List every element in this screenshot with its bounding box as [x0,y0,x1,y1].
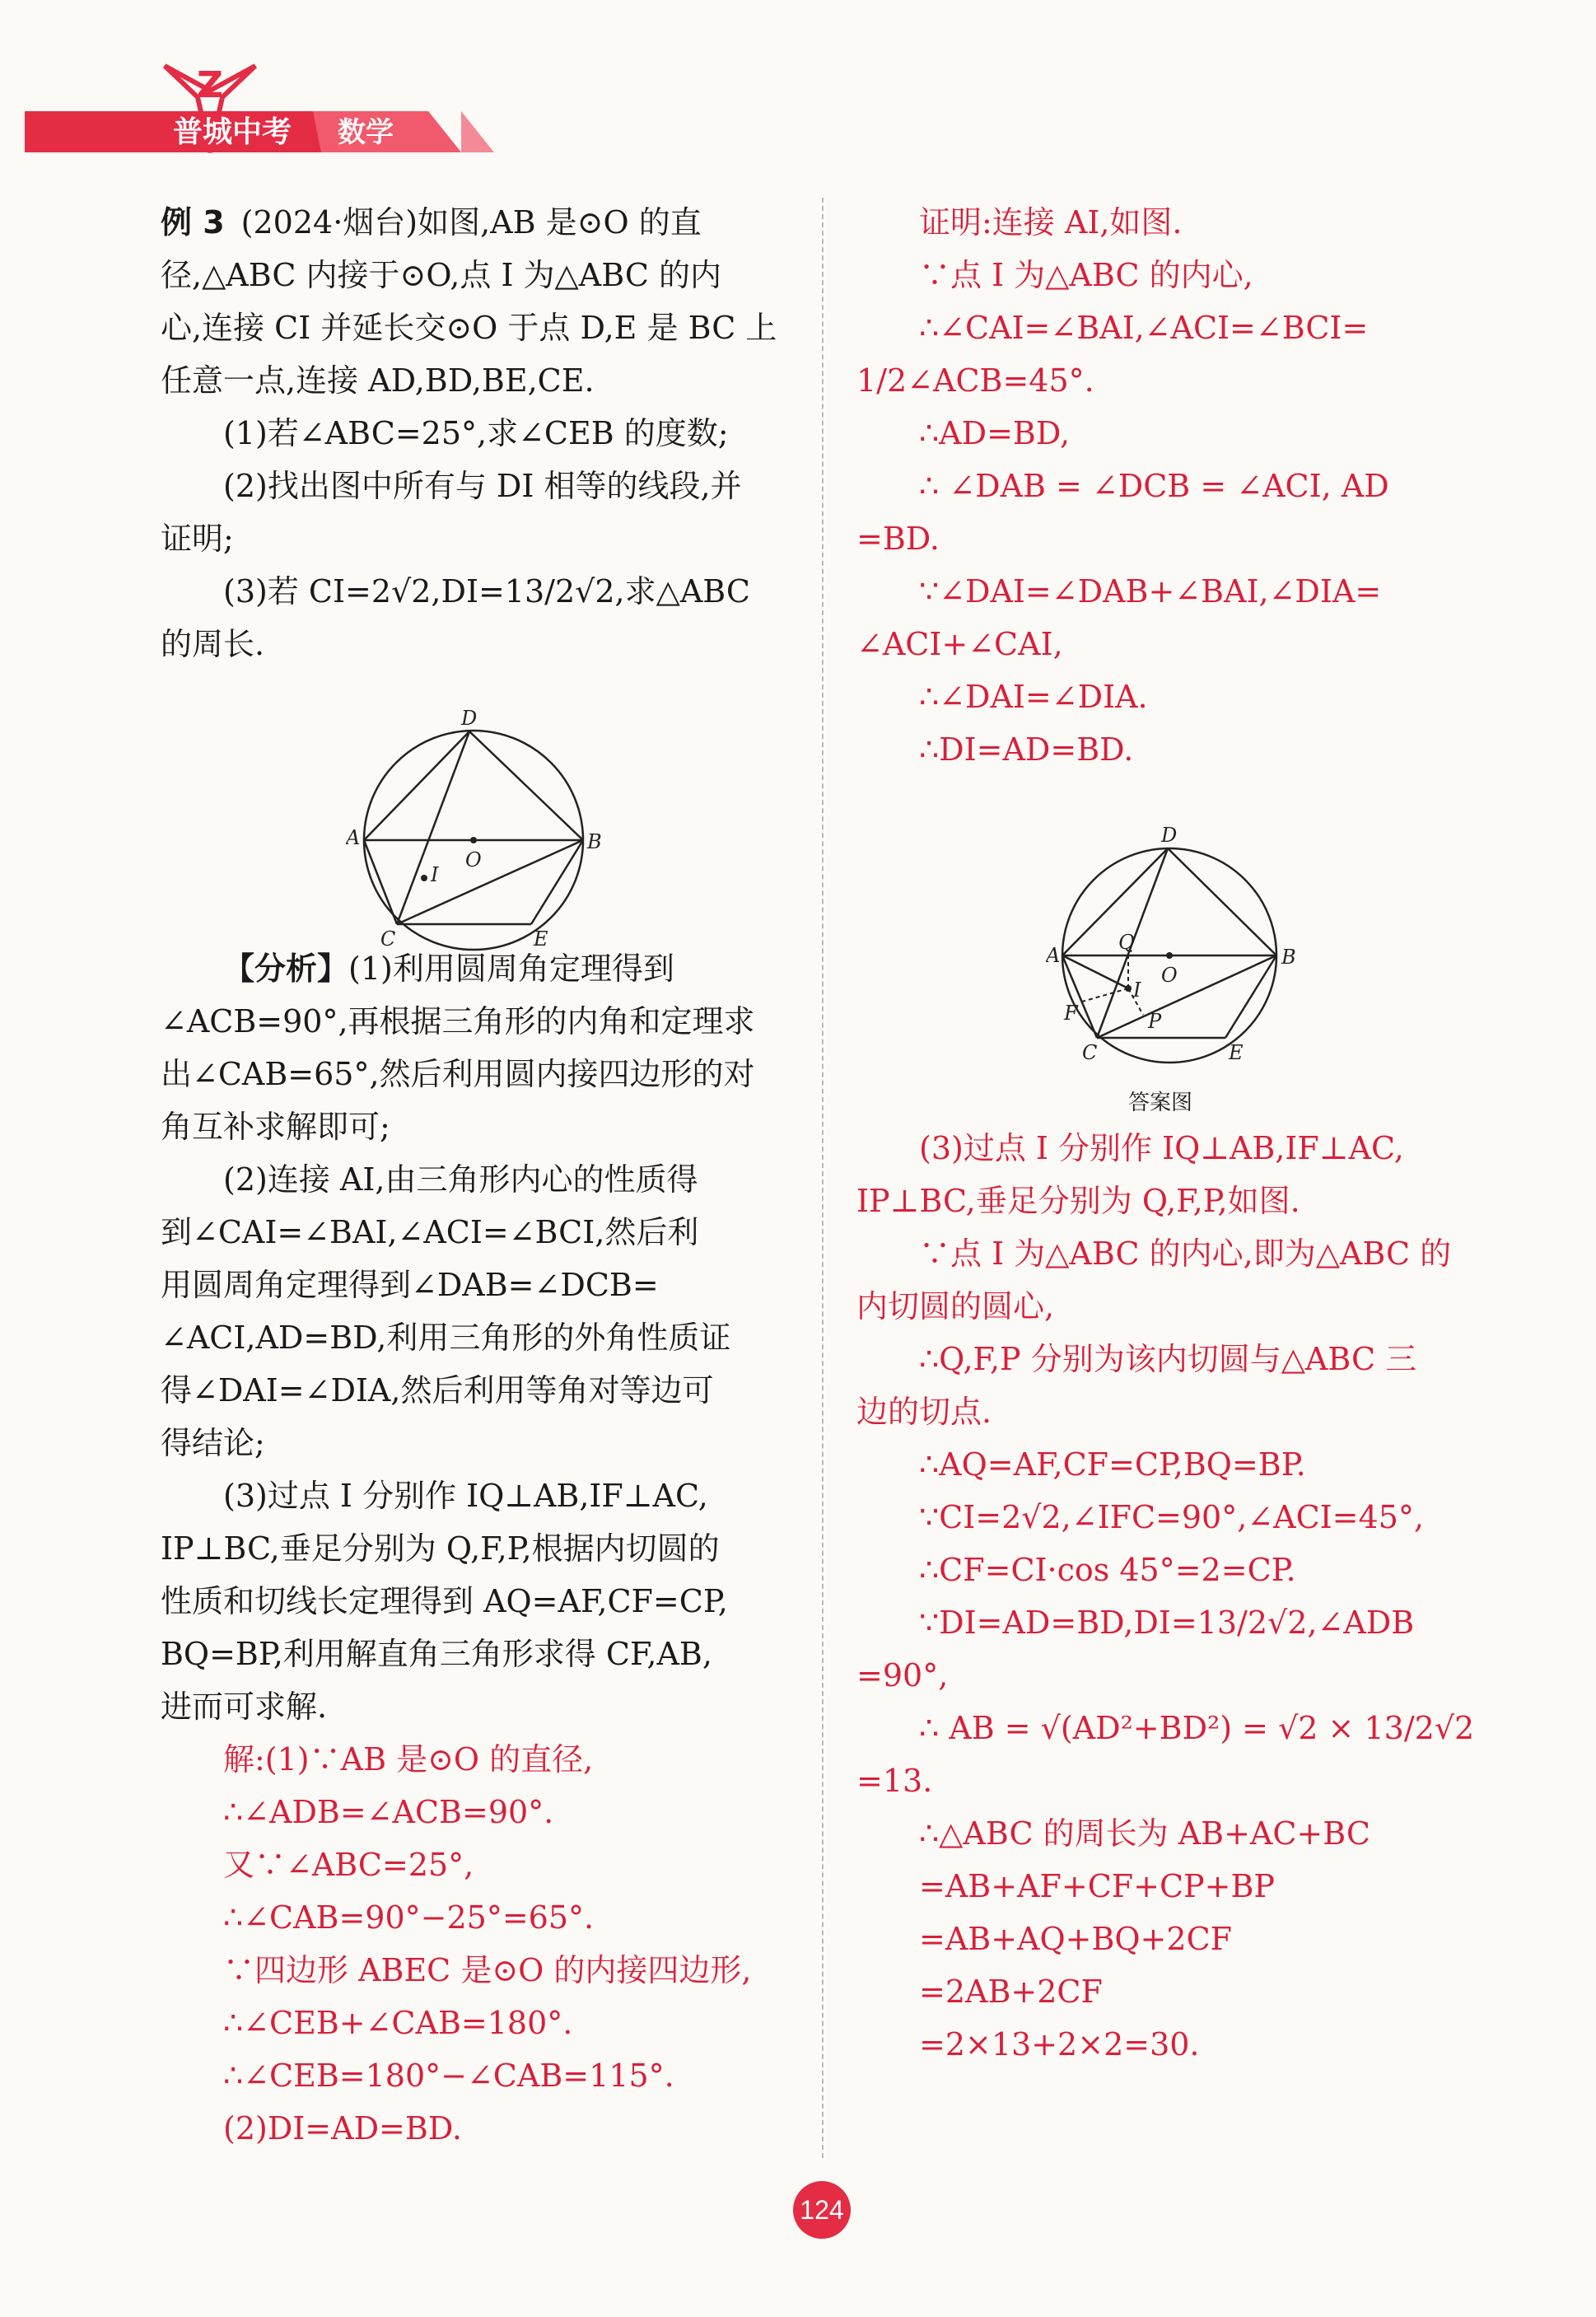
part3-line: 边的切点. [856,1394,992,1430]
analysis-line: (2)连接 AI,由三角形内心的性质得 [223,1161,698,1198]
question-3: (3)若 CI=2√2,DI=13/2√2,求△ABC [223,573,750,610]
part3-line: ∵点 I 为△ABC 的内心,即为△ABC 的 [919,1236,1452,1272]
right-column [856,196,1482,2071]
proof-line: ∵点 I 为△ABC 的内心, [919,257,1253,293]
proof-line: =BD. [856,521,940,557]
question-2: (2)找出图中所有与 DI 相等的线段,并 [223,468,742,504]
proof-line: ∴AD=BD, [919,415,1071,451]
proof-line: 1/2∠ACB=45°. [856,362,1094,399]
question-3-cont: 的周长. [161,626,265,662]
left-column [161,196,786,2155]
label-b: B [587,830,602,853]
label-p: P [1148,1010,1162,1033]
analysis-line: ∠ACB=90°,再根据三角形的内角和定理求 [161,1003,755,1039]
label-o: O [1161,964,1178,987]
analysis-line: IP⊥BC,垂足分别为 Q,F,P,根据内切圆的 [161,1530,720,1567]
figure-caption: 答案图 [1128,1091,1193,1115]
label-a: A [1046,944,1061,967]
analysis-line: BQ=BP,利用解直角三角形求得 CF,AB, [161,1636,712,1672]
analysis-line: 性质和切线长定理得到 AQ=AF,CF=CP, [161,1583,728,1619]
solution-line: (2)DI=AD=BD. [223,2110,463,2146]
analysis-line: 得∠DAI=∠DIA,然后利用等角对等边可 [161,1372,714,1408]
solution-line: 解:(1)∵AB 是⊙O 的直径, [223,1741,594,1777]
column-divider [822,198,824,2158]
label-c: C [380,927,396,951]
problem-line-4: 任意一点,连接 AD,BD,BE,CE. [161,362,595,399]
problem-line-3: 心,连接 CI 并延长交⊙O 于点 D,E 是 BC 上 [161,310,777,346]
analysis-line-1: 【分析】(1)利用圆周角定理得到 [223,951,674,987]
part3-line: ∴△ABC 的周长为 AB+AC+BC [919,1815,1370,1852]
part3-line: =AB+AF+CF+CP+BP [919,1868,1275,1904]
problem-line-1: 例 3 (2024·烟台)如图,AB 是⊙O 的直 [161,204,702,241]
page-number: 124 [793,2181,851,2239]
analysis-tag: 【分析】 [223,951,349,987]
analysis-line: 用圆周角定理得到∠DAB=∠DCB= [161,1267,659,1303]
analysis-line: 到∠CAI=∠BAI,∠ACI=∠BCI,然后利 [161,1214,699,1250]
label-b: B [1281,946,1296,969]
label-d: D [1161,824,1178,847]
proof-line: ∴ ∠DAB = ∠DCB = ∠ACI, AD [919,468,1389,504]
part3-line: =90°, [856,1657,949,1693]
logo-letter: Z [197,64,223,106]
analysis-line: 角互补求解即可; [161,1109,390,1145]
subject-text: 数学 [338,116,394,149]
label-e: E [534,927,548,951]
label-i: I [431,863,439,886]
part3-line: (3)过点 I 分别作 IQ⊥AB,IF⊥AC, [919,1130,1404,1166]
part3-line: ∵CI=2√2,∠IFC=90°,∠ACI=45°, [919,1499,1424,1535]
proof-line: ∴∠CAI=∠BAI,∠ACI=∠BCI= [919,310,1369,346]
part3-line: ∵DI=AD=BD,DI=13/2√2,∠ADB [919,1605,1415,1641]
label-c: C [1082,1041,1098,1064]
solution-line: ∵四边形 ABEC 是⊙O 的内接四边形, [223,1952,752,1988]
solution-line: 又∵∠ABC=25°, [223,1847,474,1883]
label-e: E [1229,1041,1244,1064]
solution-line: ∴∠ADB=∠ACB=90°. [223,1794,554,1830]
part3-line: =2×13+2×2=30. [919,2026,1200,2062]
analysis-line: 进而可求解. [161,1689,328,1725]
part3-line: =13. [856,1763,933,1799]
geometry-figure-2 [1046,824,1318,1079]
proof-line: ∵∠DAI=∠DAB+∠BAI,∠DIA= [919,573,1382,610]
question-1: (1)若∠ABC=25°,求∠CEB 的度数; [223,415,729,451]
part3-line: IP⊥BC,垂足分别为 Q,F,P,如图. [856,1183,1300,1219]
part3-line: =2AB+2CF [919,1974,1103,2010]
label-d: D [461,708,478,730]
example-label: 例 3 [161,204,225,241]
label-q: Q [1118,931,1135,954]
proof-line: 证明:连接 AI,如图. [919,204,1183,241]
part3-line: ∴CF=CI·cos 45°=2=CP. [919,1552,1296,1588]
analysis-line: 出∠CAB=65°,然后利用圆内接四边形的对 [161,1056,755,1092]
part3-line: ∴ AB = √(AD²+BD²) = √2 × 13/2√2 [919,1710,1475,1746]
proof-line: ∠ACI+∠CAI, [856,626,1063,662]
problem-line-2: 径,△ABC 内接于⊙O,点 I 为△ABC 的内 [161,257,721,293]
part3-line: =AB+AQ+BQ+2CF [919,1921,1233,1957]
proof-line: ∴DI=AD=BD. [919,731,1134,768]
label-f: F [1064,1002,1078,1025]
label-i: I [1133,979,1141,1002]
analysis-line: ∠ACI,AD=BD,利用三角形的外角性质证 [161,1320,731,1356]
geometry-figure-1 [346,708,626,964]
header-banner [0,0,1596,189]
solution-line: ∴∠CEB=180°−∠CAB=115°. [223,2058,674,2094]
proof-line: ∴∠DAI=∠DIA. [919,679,1148,715]
brand-text: 普城中考 [173,115,292,149]
solution-line: ∴∠CEB+∠CAB=180°. [223,2005,573,2041]
part3-line: ∴AQ=AF,CF=CP,BQ=BP. [919,1446,1306,1483]
solution-line: ∴∠CAB=90°−25°=65°. [223,1899,595,1936]
part3-line: ∴Q,F,P 分别为该内切圆与△ABC 三 [919,1341,1417,1377]
label-o: O [465,848,482,871]
analysis-line: (3)过点 I 分别作 IQ⊥AB,IF⊥AC, [223,1478,708,1514]
label-a: A [346,826,361,849]
part3-line: 内切圆的圆心, [856,1288,1055,1324]
question-2-cont: 证明; [161,521,234,557]
analysis-line: 得结论; [161,1425,265,1461]
